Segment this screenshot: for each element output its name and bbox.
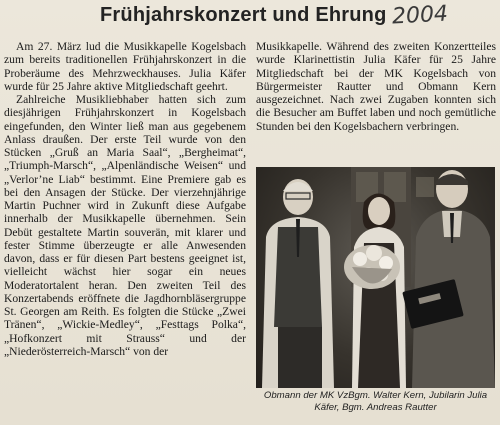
handwritten-year-note: 2004 <box>391 1 449 30</box>
award-photo-drawing <box>256 167 495 388</box>
photo-caption: Obmann der MK VzBgm. Walter Kern, Jubilarin Julia Käfer, Bgm. Andreas Rautter <box>263 390 488 413</box>
article-body-paragraph: Zahlreiche Musikliebhaber hatten sich zum diesjährigen Frühjahrskonzert in Kogelsbach eingefunden, den Winter ließ man aus gegebenem Anlass draußen. Der erste Teil wurde von den Stücken „Gruß an Maria Saal“, „Bergheimat“, „Triumph-Marsch“, „Alpenländische Weisen“ und „Verlor’ne Liab“ bestimmt. Eine Premiere gab es bei den Ansagen der Stücke. Der vierzehnjährige Martin Puchner wird in Zukunft diese Aufgabe innerhalb der Musikkapelle übernehmen. Sein Debüt gestaltete Martin souverän, mit klarer und fester Stimme überzeugte er alle Anwesenden davon, dass er für diesen Part bestens geeignet ist, vielleicht wächst hier sogar ein neues Moderatortalent heran. Den zweiten Teil des Konzertabends eröffnete die Jagdhornbläsergruppe St. Georgen am Reith. Es folgten die Stücke „Zwei Tränen“, „Wickie-Medley“, „Festtags Polka“, „Hofkonzert mit Strauss“ und der „Niederösterreich-Marsch“ von der <box>4 93 246 358</box>
person-right <box>412 170 495 388</box>
article-column-right <box>256 40 496 180</box>
article-lead-paragraph: Am 27. März lud die Musikkapelle Kogelsbach zum bereits traditionellen Frühjahrskonzert in die Proberäume des Mehrzweckhauses. Julia Käfer wurde für 25 Jahre aktive Mitgliedschaft geehrt. <box>4 40 246 93</box>
headline-bar <box>0 2 500 32</box>
article-body-continuation: Musikkapelle. Während des zweiten Konzertteiles wurde Klarinettistin Julia Käfer für 25 Jahre Mitgliedschaft bei der MK Kogelsbach von Bürgermeister Rautter und Obmann Kern ausgezeichnet. Nach zwei Zugaben konnten sich die Besucher am Buffet laben und noch gemütliche Stunden bei den Kogelsbachern verbringen. <box>256 40 496 133</box>
person-left <box>262 179 334 388</box>
flower-bouquet <box>344 245 400 289</box>
award-photo <box>256 167 495 388</box>
headline: Frühjahrskonzert und Ehrung <box>100 4 387 26</box>
article-column-left <box>4 40 246 425</box>
